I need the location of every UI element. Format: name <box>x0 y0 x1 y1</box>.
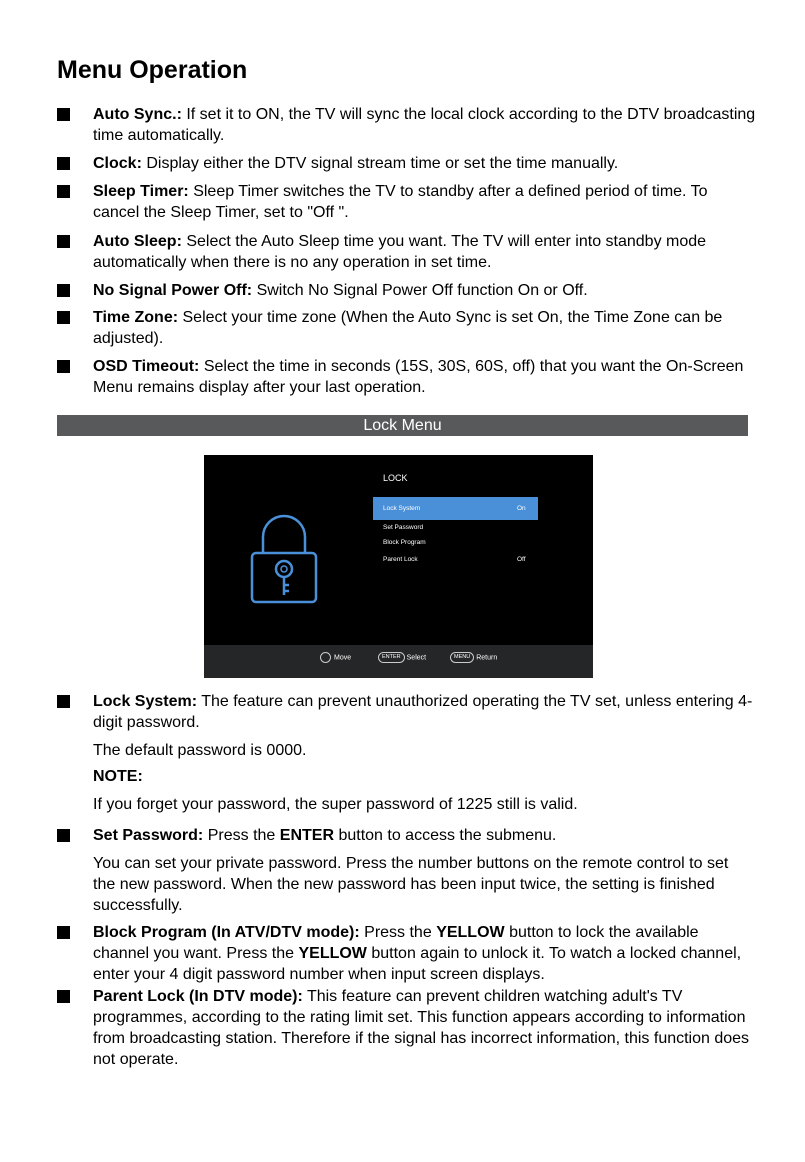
page-title: Menu Operation <box>57 56 248 84</box>
item-label: Sleep Timer: <box>93 183 189 200</box>
menu-row-parent-lock[interactable] <box>373 551 538 568</box>
bullet-icon <box>57 990 70 1003</box>
bullet-icon <box>57 108 70 121</box>
hint-label: Select <box>406 654 427 662</box>
item-text: button to access the submenu. <box>338 827 557 844</box>
item-text: Select your time zone (When the Auto Sync is set On, the Time Zone can be adjusted). <box>93 309 723 347</box>
list-item <box>57 356 757 398</box>
bullet-icon <box>57 185 70 198</box>
item-label: Lock System: <box>93 693 198 710</box>
item-text: Switch No Signal Power Off function On or Off. <box>256 282 588 299</box>
item-text: If set it to ON, the TV will sync the local clock according to the DTV broadcasting time automatically. <box>93 106 756 144</box>
item-label: Parent Lock (In DTV mode): <box>93 988 303 1005</box>
set-password-detail: You can set your private password. Press the number buttons on the remote control to set the new password. When the new password has been input twice, the setting is finished successfully. <box>93 855 729 914</box>
bullet-icon <box>57 311 70 324</box>
item-label: Time Zone: <box>93 309 179 326</box>
hint-label: Move <box>334 654 352 662</box>
menu-title: LOCK <box>383 473 408 483</box>
list-item <box>57 181 757 223</box>
hint-select <box>378 652 426 663</box>
item-text: The feature can prevent unauthorized operating the TV set, unless entering 4-digit password. <box>93 693 753 731</box>
enter-key-icon: ENTER <box>378 652 405 663</box>
item-label: Auto Sync.: <box>93 106 182 123</box>
row-value: On <box>517 505 526 512</box>
menu-key-icon: MENU <box>450 652 474 663</box>
item-label: Block Program (In ATV/DTV mode): <box>93 924 360 941</box>
list-item-block-program <box>57 922 757 985</box>
item-text: Sleep Timer switches the TV to standby after a defined period of time. To cancel the Sleep Timer, set to "Off ". <box>93 183 708 221</box>
hint-move <box>320 652 351 663</box>
item-text: Press the <box>207 827 276 844</box>
item-label: Auto Sleep: <box>93 233 182 250</box>
bullet-icon <box>57 235 70 248</box>
list-item-parent-lock <box>57 986 757 1070</box>
bullet-icon <box>57 829 70 842</box>
item-label: Clock: <box>93 155 142 172</box>
yellow-keyword: YELLOW <box>436 924 505 941</box>
bullet-icon <box>57 360 70 373</box>
hint-return <box>450 652 497 663</box>
list-item-lock-system <box>57 691 757 733</box>
list-item <box>57 307 757 349</box>
note-label <box>93 766 753 787</box>
menu-row-block-program[interactable] <box>373 534 538 551</box>
padlock-icon <box>249 513 319 605</box>
item-text: This feature can prevent children watching adult's TV programmes, according to the rating limit set. This function appears according to information from broadcasting station. Therefore if the signal has incorrect information, this function does not operate. <box>93 988 750 1068</box>
default-password-text: The default password is 0000. <box>93 742 307 759</box>
item-text: Select the time in seconds (15S, 30S, 60S, off) that you want the On-Screen Menu remains display after your last operation. <box>93 358 744 396</box>
item-text: button to lock the available channel you want. Press the <box>93 924 699 962</box>
list-item <box>57 153 757 174</box>
list-item <box>57 231 757 273</box>
bullet-icon <box>57 926 70 939</box>
note-label-text: NOTE: <box>93 768 143 785</box>
note-text: If you forget your password, the super password of 1225 still is valid. <box>93 796 578 813</box>
tv-screen-illustration <box>204 455 593 678</box>
hint-label: Return <box>476 654 498 662</box>
list-item-set-password <box>57 825 757 846</box>
item-label: Set Password: <box>93 827 204 844</box>
bullet-icon <box>57 284 70 297</box>
item-text: button again to unlock it. To watch a locked channel, enter your 4 digit password number when input screen displays. <box>93 945 742 983</box>
row-label: Lock System <box>383 505 421 512</box>
row-label: Parent Lock <box>383 556 418 563</box>
list-item <box>57 280 757 301</box>
row-label: Set Password <box>383 524 424 531</box>
section-header: Lock Menu <box>57 415 748 436</box>
item-text: Select the Auto Sleep time you want. The TV will enter into standby mode automatically when there is no any operation in set time. <box>93 233 707 271</box>
list-item <box>57 104 757 146</box>
item-text: Display either the DTV signal stream time or set the time manually. <box>146 155 619 172</box>
enter-keyword: ENTER <box>279 827 334 844</box>
yellow-keyword: YELLOW <box>298 945 367 962</box>
item-label: OSD Timeout: <box>93 358 200 375</box>
bullet-icon <box>57 157 70 170</box>
item-text: Press the <box>364 924 432 941</box>
row-value: Off <box>517 556 526 563</box>
row-label: Block Program <box>383 539 426 546</box>
navigation-icon <box>320 652 331 663</box>
menu-row-lock-system[interactable] <box>373 497 538 520</box>
bullet-icon <box>57 695 70 708</box>
item-label: No Signal Power Off: <box>93 282 253 299</box>
